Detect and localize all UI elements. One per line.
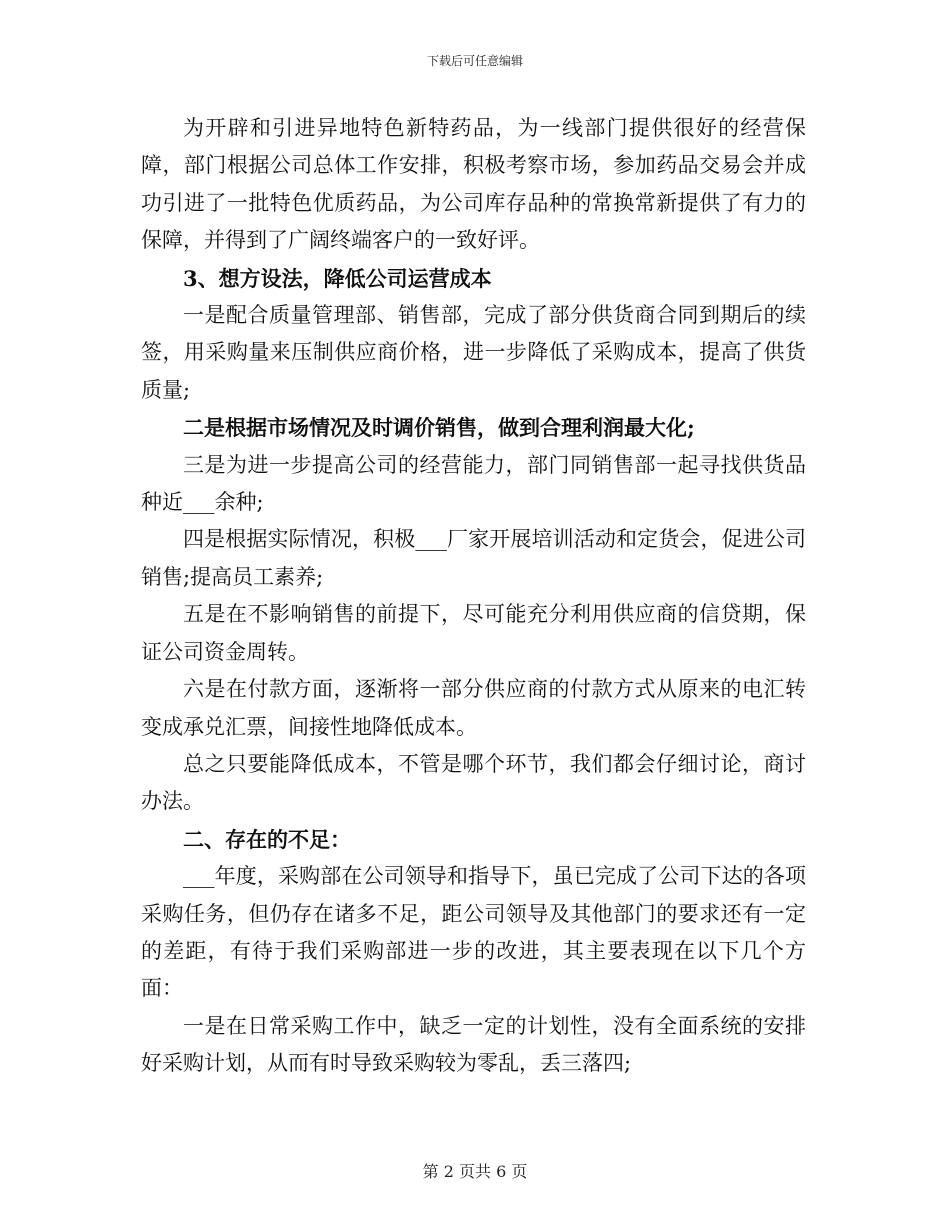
page-header: 下载后可任意编辑 [426,54,523,68]
document-body [141,110,806,1083]
paragraph-point-six: 六是在付款方面，逐渐将一部分供应商的付款方式从原来的电汇转变成承兑汇票，间接性地降低成本。 [141,677,806,739]
paragraph-point-four: 四是根据实际情况，积极___厂家开展培训活动和定货会，促进公司销售;提高员工素养; [141,527,806,589]
paragraph-point-one: 一是配合质量管理部、销售部，完成了部分供货商合同到期后的续签，用采购量来压制供应商价格，进一步降低了采购成本，提高了供货质量; [141,303,806,402]
page-footer: 第 2 页共 6 页 [422,1162,528,1181]
section-heading-shortcomings: 二、存在的不足： [183,826,351,852]
paragraph-shortcomings-intro: ___年度，采购部在公司领导和指导下，虽已完成了公司下达的各项采购任务，但仍存在诸多不足，距公司领导及其他部门的要求还有一定的差距，有待于我们采购部进一步的改进，其主要表现在以下几个方面： [141,864,806,1001]
section-heading-cost-reduction: 3、想方设法，降低公司运营成本 [183,265,492,291]
paragraph-new-drugs: 为开辟和引进异地特色新特药品，为一线部门提供很好的经营保障，部门根据公司总体工作安排，积极考察市场，参加药品交易会并成功引进了一批特色优质药品，为公司库存品种的常换常新提供了有力的保障，并得到了广阔终端客户的一致好评。 [141,116,806,253]
paragraph-point-two: 二是根据市场情况及时调价销售，做到合理利润最大化; [183,415,695,441]
paragraph-summary: 总之只要能降低成本，不管是哪个环节，我们都会仔细讨论，商讨办法。 [141,751,806,814]
paragraph-point-five: 五是在不影响销售的前提下，尽可能充分利用供应商的信贷期，保证公司资金周转。 [141,602,806,664]
paragraph-shortcoming-one: 一是在日常采购工作中，缺乏一定的计划性，没有全面系统的安排好采购计划，从而有时导致采购较为零乱，丢三落四; [141,1013,806,1076]
paragraph-point-three: 三是为进一步提高公司的经营能力，部门同销售部一起寻找供货品种近___余种; [141,452,806,515]
